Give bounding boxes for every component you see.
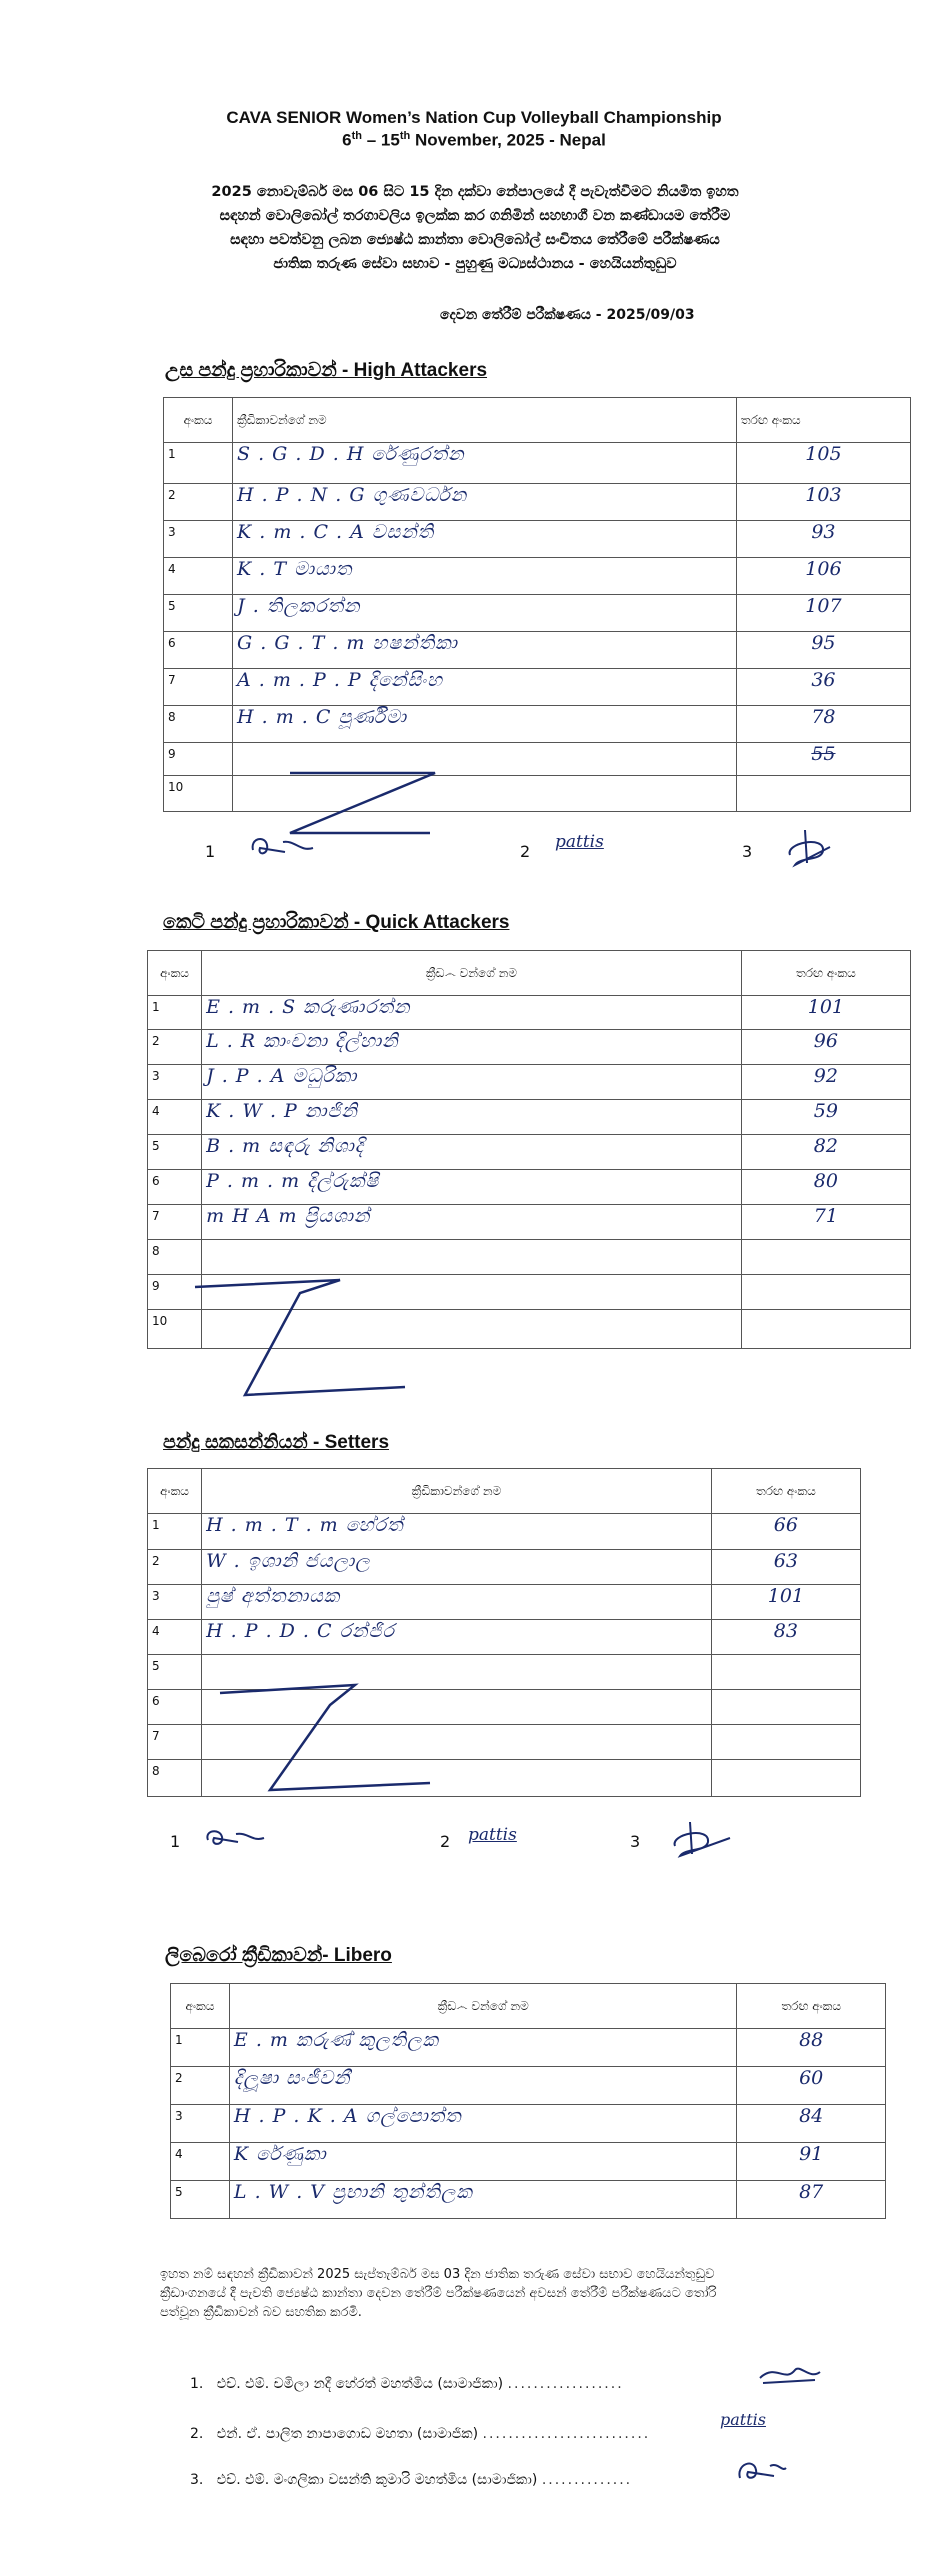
- player-name: K රේණුකා: [229, 2143, 736, 2181]
- row-number: 3: [148, 1585, 202, 1620]
- column-header-number: තරඟ අංකය: [741, 951, 910, 996]
- signature-1: [200, 1822, 270, 1852]
- official-signature-2: pattis: [720, 2410, 766, 2429]
- column-header-number: තරඟ අංකය: [737, 1984, 886, 2029]
- row-number: 5: [164, 595, 233, 632]
- certification-note: [160, 2265, 850, 2322]
- row-number: 5: [171, 2181, 230, 2219]
- quick-attackers-heading: කෙටි පන්දු ප්‍රහාරිකාවන් - Quick Attackers: [163, 912, 510, 933]
- column-header-name: ක්‍රීඩ෴ වන්ගේ නම: [202, 951, 742, 996]
- player-name: G . G . T . m හෂන්තිකා: [233, 632, 737, 669]
- player-name: L . R කාංචනා දිල්හානි: [202, 1030, 742, 1065]
- player-number: [741, 1310, 910, 1349]
- signature-number: 3: [742, 842, 753, 861]
- player-number: 59: [741, 1100, 910, 1135]
- signature-1: [245, 830, 320, 860]
- player-name: J . P . A මධුරිකා: [202, 1065, 742, 1100]
- table-row: [171, 2181, 886, 2219]
- player-number: [741, 1275, 910, 1310]
- player-number: 63: [711, 1550, 860, 1585]
- table-row: [148, 1620, 861, 1655]
- row-number: 8: [164, 706, 233, 743]
- player-name: H . m . C පූර්ණිමා: [233, 706, 737, 743]
- table-row: [148, 1205, 911, 1240]
- signature-number: 2: [440, 1832, 451, 1851]
- player-number: 36: [736, 669, 910, 706]
- row-number: 5: [148, 1135, 202, 1170]
- player-number: [711, 1690, 860, 1725]
- table-row: [148, 1030, 911, 1065]
- date-start-suffix: th: [351, 130, 363, 142]
- table-row: [171, 2105, 886, 2143]
- date-end-suffix: th: [399, 130, 411, 142]
- page-title: CAVA SENIOR Women’s Nation Cup Volleyball Championship: [226, 108, 722, 127]
- intro-line: ජාතික තරුණ සේවා සභාව - පුහුණු මධ්‍යස්ථානය - හෙයියන්තුඩුව: [273, 256, 677, 272]
- official-name: එච්. එම්. මංගලිකා වසන්ති කුමාරි මහත්මිය (සාමාජිකා): [216, 2472, 538, 2488]
- player-number: 107: [736, 595, 910, 632]
- table-row: [164, 484, 911, 521]
- table-row: [148, 996, 911, 1030]
- player-name: H . P . D . C රන්ජිර: [202, 1620, 712, 1655]
- note-line: පත්වූන ක්‍රීඩිකාවන් බව සහතික කරමි.: [160, 2305, 362, 2320]
- row-number: 1: [148, 1514, 202, 1550]
- high-attackers-heading: උස පන්දු ප්‍රහාරිකාවන් - High Attackers: [165, 360, 488, 381]
- note-line: ක්‍රීඩාංගනයේ දී පැවති ජ්‍යෙෂ්ඨ කාන්තා දෙවන තේරීම් පරීක්ෂණයෙන් අවසන් තේරීම් පරීක්ෂණයට තෝරි: [160, 2286, 717, 2301]
- signature-number: 3: [630, 1832, 641, 1851]
- table-row: [148, 1065, 911, 1100]
- player-name: P . m . m දිල්රුක්ෂි: [202, 1170, 742, 1205]
- player-number: 82: [741, 1135, 910, 1170]
- row-number: 1: [171, 2029, 230, 2067]
- player-name: A . m . P . P දිනේසිංහ: [233, 669, 737, 706]
- row-number: 8: [148, 1240, 202, 1275]
- table-row: [171, 2067, 886, 2105]
- date-start: 6: [342, 130, 352, 150]
- official-number: 3.: [190, 2472, 204, 2488]
- row-number: 1: [164, 443, 233, 484]
- column-header-name: ක්‍රීඩිකාවන්ගේ නම: [202, 1469, 712, 1514]
- player-number: 105: [736, 443, 910, 484]
- row-number: 7: [164, 669, 233, 706]
- player-number: 106: [736, 558, 910, 595]
- player-number: 55: [736, 743, 910, 776]
- table-row: [171, 2143, 886, 2181]
- player-name: පුෂ් අත්තනායක: [202, 1585, 712, 1620]
- player-name: K . W . P නාජිනි: [202, 1100, 742, 1135]
- row-number: 6: [164, 632, 233, 669]
- note-line: ඉහත නම් සඳහන් ක්‍රීඩිකාවන් 2025 සැප්තැම්බර් මස 03 දින ජාතික තරුණ සේවා සභාව හෙයියන්තුඩුව: [160, 2267, 715, 2282]
- row-number: 3: [148, 1065, 202, 1100]
- table-row: [148, 1135, 911, 1170]
- player-name: E . m කරුණ් කුලතිලක: [229, 2029, 736, 2067]
- player-number: 87: [737, 2181, 886, 2219]
- intro-line: සඳහන් වොලිබෝල් තරගාවලිය ඉලක්ක කර ගනිමින් සහභාගී වන කණ්ඩායම තේරීම: [219, 208, 731, 224]
- column-header-name: ක්‍රීඩිකාවන්ගේ නම: [233, 398, 737, 443]
- player-number: [711, 1760, 860, 1797]
- row-number: 4: [171, 2143, 230, 2181]
- event-dates: [0, 130, 948, 151]
- column-header-no: අංකය: [148, 1469, 202, 1514]
- player-number: 93: [736, 521, 910, 558]
- table-row: [164, 669, 911, 706]
- player-number: 101: [741, 996, 910, 1030]
- table-row: [164, 706, 911, 743]
- signature-2: pattis: [468, 1825, 517, 1845]
- date-location: November, 2025 - Nepal: [410, 130, 606, 150]
- row-number: 10: [164, 776, 233, 812]
- player-number: 66: [711, 1514, 860, 1550]
- row-number: 3: [171, 2105, 230, 2143]
- player-name: H . P . K . A ගල්පොත්ත: [229, 2105, 736, 2143]
- column-header-no: අංකය: [164, 398, 233, 443]
- row-number: 3: [164, 521, 233, 558]
- row-number: 6: [148, 1690, 202, 1725]
- player-number: 91: [737, 2143, 886, 2181]
- official-row: [190, 2472, 632, 2488]
- table-row: [164, 521, 911, 558]
- player-number: 71: [741, 1205, 910, 1240]
- player-name: S . G . D . H රේණුරත්න: [233, 443, 737, 484]
- official-number: 1.: [190, 2376, 204, 2392]
- player-number: 83: [711, 1620, 860, 1655]
- player-number: 78: [736, 706, 910, 743]
- signature-line: ..........................: [482, 2426, 651, 2442]
- row-number: 7: [148, 1725, 202, 1760]
- signature-2: pattis: [555, 832, 604, 852]
- player-number: 80: [741, 1170, 910, 1205]
- row-number: 2: [164, 484, 233, 521]
- player-name: J . තිලකරත්න: [233, 595, 737, 632]
- z-strike-mark: [270, 765, 450, 840]
- high-attackers-table: [163, 397, 911, 812]
- intro-line: සඳහා පවත්වනු ලබන ජ්‍යෙෂ්ඨ කාන්තා වොලිබෝල් සංචිතය තේරීමේ පරීක්ෂණය: [230, 232, 720, 248]
- official-signature-3: [730, 2452, 790, 2486]
- player-name: B . m සඳරු නිශාදි: [202, 1135, 742, 1170]
- player-number: [711, 1725, 860, 1760]
- signature-3: [775, 825, 845, 870]
- player-number: [741, 1240, 910, 1275]
- setters-heading: පන්දු සකසන්නියන් - Setters: [163, 1432, 390, 1453]
- player-name: K . m . C . A වසන්ති: [233, 521, 737, 558]
- official-signature-1: [755, 2358, 825, 2388]
- table-row: [148, 1550, 861, 1585]
- player-name: [202, 1240, 742, 1275]
- row-number: 6: [148, 1170, 202, 1205]
- row-number: 8: [148, 1760, 202, 1797]
- signature-3: [660, 1818, 740, 1860]
- libero-heading: ලිබෙරෝ ක්‍රීඩිකාවන්- Libero: [165, 1945, 392, 1966]
- column-header-no: අංකය: [148, 951, 202, 996]
- row-number: 10: [148, 1310, 202, 1349]
- table-row: [148, 1100, 911, 1135]
- official-row: [190, 2376, 624, 2392]
- z-strike-mark: [190, 1275, 450, 1400]
- player-name: H . m . T . m හේරත්: [202, 1514, 712, 1550]
- player-number: 92: [741, 1065, 910, 1100]
- player-number: [711, 1655, 860, 1690]
- row-number: 2: [148, 1030, 202, 1065]
- player-number: 88: [737, 2029, 886, 2067]
- row-number: 1: [148, 996, 202, 1030]
- official-name: එච්. එම්. චමිලා නදී හේරත් මහත්මිය (සාමාජිකා): [216, 2376, 504, 2392]
- row-number: 9: [164, 743, 233, 776]
- player-number: [736, 776, 910, 812]
- signature-line: ..................: [507, 2376, 624, 2392]
- player-number: 103: [736, 484, 910, 521]
- player-name: E . m . S කරුණාරත්න: [202, 996, 742, 1030]
- z-strike-mark: [215, 1675, 445, 1800]
- table-row: [148, 1170, 911, 1205]
- official-row: [190, 2426, 650, 2442]
- player-name: W . ඉශානි ජයලාල: [202, 1550, 712, 1585]
- player-name: H . P . N . G ගුණවර්ධන: [233, 484, 737, 521]
- column-header-no: අංකය: [171, 1984, 230, 2029]
- test-date-line: දෙවන තේරීම් පරීක්ෂණය - 2025/09/03: [440, 307, 695, 323]
- column-header-number: තරඟ අංකය: [711, 1469, 860, 1514]
- player-name: K . T මායාත: [233, 558, 737, 595]
- player-name: L . W . V ප්‍රභානි තුන්තිලක: [229, 2181, 736, 2219]
- official-number: 2.: [190, 2426, 204, 2442]
- table-row: [148, 1514, 861, 1550]
- row-number: 2: [148, 1550, 202, 1585]
- intro-paragraph: [150, 180, 800, 276]
- player-name: දිලූෂා සංජීවනී: [229, 2067, 736, 2105]
- table-row: [164, 595, 911, 632]
- row-number: 4: [164, 558, 233, 595]
- row-number: 4: [148, 1620, 202, 1655]
- table-row: [171, 2029, 886, 2067]
- table-row: [148, 1585, 861, 1620]
- signature-line: ..............: [541, 2472, 633, 2488]
- row-number: 5: [148, 1655, 202, 1690]
- libero-table: [170, 1983, 886, 2219]
- player-number: 96: [741, 1030, 910, 1065]
- table-row: [164, 558, 911, 595]
- column-header-name: ක්‍රීඩ෴ වන්ගේ නම: [229, 1984, 736, 2029]
- player-name: m H A m ප්‍රියශාන්: [202, 1205, 742, 1240]
- player-number: 95: [736, 632, 910, 669]
- row-number: 4: [148, 1100, 202, 1135]
- table-row: [164, 632, 911, 669]
- player-number: 101: [711, 1585, 860, 1620]
- signature-number: 1: [170, 1832, 181, 1851]
- row-number: 7: [148, 1205, 202, 1240]
- player-number: 84: [737, 2105, 886, 2143]
- player-number: 60: [737, 2067, 886, 2105]
- row-number: 9: [148, 1275, 202, 1310]
- row-number: 2: [171, 2067, 230, 2105]
- column-header-number: තරඟ අංකය: [736, 398, 910, 443]
- date-end: – 15: [362, 130, 400, 150]
- signature-number: 2: [520, 842, 531, 861]
- official-name: එන්. ඒ. පාලිත නාපාගොඩ මහතා (සාමාජික): [216, 2426, 479, 2442]
- intro-line: 2025 නොවැම්බර් මස 06 සිට 15 දින දක්වා නේපාලයේ දී පැවැත්වීමට නියමිත ඉහත: [211, 184, 739, 200]
- table-row: [164, 443, 911, 484]
- signature-number: 1: [205, 842, 216, 861]
- table-row: [148, 1240, 911, 1275]
